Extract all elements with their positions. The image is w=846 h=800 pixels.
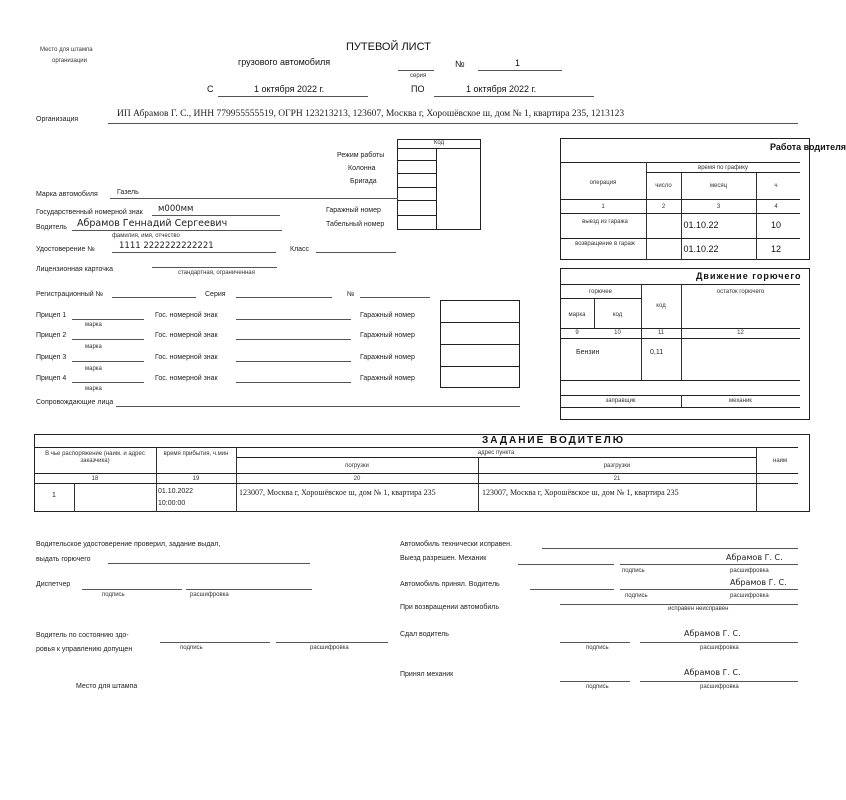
trailer-4-brand: марка [85,386,102,392]
driver-value: Абрамов Геннадий Сергеевич [77,218,228,229]
number-sign: № [455,59,465,69]
code-header: Код [433,140,445,146]
mechanic-decode-caption: расшифровка [730,568,769,574]
mechanic-accept-sign-caption: подпись [586,684,609,690]
mode-label: Режим работы [337,152,385,159]
trailer-3-garage: Гаражный номер [360,354,415,361]
stamp-place-bottom: Место для штампа [76,683,138,690]
issue-fuel-text: выдать горючего [36,556,91,563]
trailer-2-garage: Гаражный номер [360,332,415,339]
driver-handover-decode-caption: расшифровка [700,645,739,651]
fuel-col-num: 9 [575,330,579,336]
stamp-place-label: Место для штампа [40,47,93,53]
mechanic-signer: Абрамов Г. С. [726,553,783,562]
work-col-num: 1 [601,204,605,210]
driver-handover-signer: Абрамов Г. С. [684,629,741,638]
date-to: 1 октября 2022 г. [466,84,537,94]
hour-header: ч [774,183,778,189]
to-label: ПО [411,84,425,94]
return-hour: 12 [770,244,781,254]
garage-number-label: Гаражный номер [326,207,381,214]
dispatcher-sign-caption: подпись [102,592,125,598]
from-label: С [207,84,214,94]
license-card-label: Лицензионная карточка [36,266,114,273]
driver-label: Водитель [36,224,67,231]
fit-label-1: Водитель по состоянию здо- [36,632,129,639]
subtitle: грузового автомобиля [238,57,331,67]
trailer-4-garage: Гаражный номер [360,375,415,382]
task-col-unload: разгрузки [603,463,631,469]
fuel-kod-header: код [612,312,623,318]
fit-label-2: ровья к управлению допущен [36,646,133,653]
task-row-date: 01.10.2022 [158,488,194,495]
trailer-1-garage: Гаражный номер [360,312,415,319]
fuel-sign-right: механик [729,398,752,404]
mechanic-accept-signer: Абрамов Г. С. [684,668,741,677]
fuel-brand-value: Бензин [576,349,600,356]
work-table-title: Работа водителя [770,142,846,152]
trailer-3-label: Прицеп 3 [36,354,67,361]
car-brand-label: Марка автомобиля [36,191,98,198]
task-col-customer: В чье распоряжение (наим. и адрес заказчика) [45,451,145,465]
trailer-3-state: Гос. номерной знак [155,354,218,361]
org-label: Организация [36,116,79,123]
trailer-4-label: Прицеп 4 [36,375,67,382]
fuel-brand-header: марка [568,312,586,318]
mechanic-accept-decode-caption: расшифровка [700,684,739,690]
departure-op: выезд из гаража [582,219,628,225]
state-number-value: м000мм [158,204,194,214]
trailer-2-state: Гос. номерной знак [155,332,218,339]
task-row-time: 10:00:00 [158,500,186,507]
driver-caption: фамилия, имя, отчество [112,233,180,239]
trailer-2-brand: марка [85,344,102,350]
series-caption: серия [410,73,427,79]
driver-accept-label: Автомобиль принял. Водитель [400,581,500,588]
fuel-table-title: Движение горючего [696,271,802,281]
operation-header: операция [589,180,617,186]
driver-accept-decode-caption: расшифровка [730,593,769,599]
fit-decode-caption: расшифровка [310,645,349,651]
fuel-code-header: код [656,303,666,309]
car-brand-value: Газель [117,189,139,196]
num-label: № [347,291,355,298]
trailer-1-label: Прицеп 1 [36,312,67,319]
task-col-num: 20 [353,476,361,482]
org-value: ИП Абрамов Г. С., ИНН 779955555519, ОГРН 123213213, 123607, Москва г, Хорошёвское ш, дом № 1, квартира 235, 1213123 [117,109,625,119]
fuel-value: 0,11 [650,349,664,356]
date-from: 1 октября 2022 г. [254,84,325,94]
task-col-load: погрузки [345,463,369,469]
fuel-col-num: 11 [657,330,665,336]
return-state-label: При возвращении автомобиль [400,604,499,611]
task-col-num: 18 [91,476,99,482]
column-label: Колонна [348,165,376,172]
task-row-unload: 123007, Москва г, Хорошёвское ш, дом № 1, квартира 235 [482,488,679,497]
dispatcher-label: Диспетчер [36,581,71,588]
fuel-col-num: 10 [614,330,621,336]
task-col-arrival: время прибытия, ч.мин [163,451,229,457]
driver-accept-sign-caption: подпись [625,593,648,599]
license-label: Удостоверение № [36,246,95,253]
trailer-1-brand: марка [85,322,102,328]
task-row-load: 123007, Москва г, Хорошёвское ш, дом № 1, квартира 235 [239,488,436,497]
work-col-num: 2 [661,204,666,210]
organization-word: организации [52,58,87,64]
work-col-num: 3 [716,204,721,210]
return-date: 01.10.22 [683,244,719,254]
waybill-number: 1 [515,58,521,68]
class-label: Класс [290,246,310,253]
escort-label: Сопровождающие лица [36,399,114,406]
reg-label: Регистрационный № [36,291,104,298]
trailer-1-state: Гос. номерной знак [155,312,218,319]
state-number-label: Государственный номерной знак [36,209,143,216]
driver-accept-signer: Абрамов Г. С. [730,578,787,587]
remain-header: остаток горючего [716,289,765,295]
mechanic-accept-label: Принял механик [400,671,454,678]
check-license-text: Водительское удостоверение проверил, задание выдал, [36,541,221,548]
work-col-num: 4 [774,204,778,210]
series-label: Серия [205,291,226,298]
task-col-address: адрес пункта [477,450,515,456]
task-title: ЗАДАНИЕ ВОДИТЕЛЮ [482,435,626,446]
task-col-num: 21 [613,476,621,482]
trailer-3-brand: марка [85,366,102,372]
mechanic-release-label: Выезд разрешен. Механик [400,555,487,562]
brigade-label: Бригада [350,178,377,185]
fuel-header: горючее [589,289,612,295]
day-header: число [655,183,672,189]
tab-number-label: Табельный номер [326,221,385,228]
schedule-header: время по графику [698,165,748,171]
driver-handover-label: Сдал водитель [400,631,449,638]
fuel-col-num: 12 [737,330,744,336]
license-card-caption: стандартная, ограниченная [178,270,255,276]
driver-handover-sign-caption: подпись [586,645,609,651]
dispatcher-decode-caption: расшифровка [190,592,229,598]
page-title: ПУТЕВОЙ ЛИСТ [346,41,431,53]
tech-ok-text: Автомобиль технически исправен. [400,541,512,548]
trailer-2-label: Прицеп 2 [36,332,67,339]
return-op: возвращение в гараж [575,241,635,247]
task-col-num: 19 [192,476,200,482]
fuel-sign-left: заправщик [605,398,636,404]
license-value: 1111 2222222222221 [119,241,214,251]
fit-sign-caption: подпись [180,645,203,651]
departure-hour: 10 [770,220,781,230]
mechanic-sign-caption: подпись [622,568,645,574]
departure-date: 01.10.22 [683,220,719,230]
trailer-4-state: Гос. номерной знак [155,375,218,382]
month-header: месяц [709,183,728,189]
return-state-caption: исправен неисправен [668,606,729,612]
task-row-num: 1 [52,492,56,499]
task-col-name: наим [773,458,788,464]
